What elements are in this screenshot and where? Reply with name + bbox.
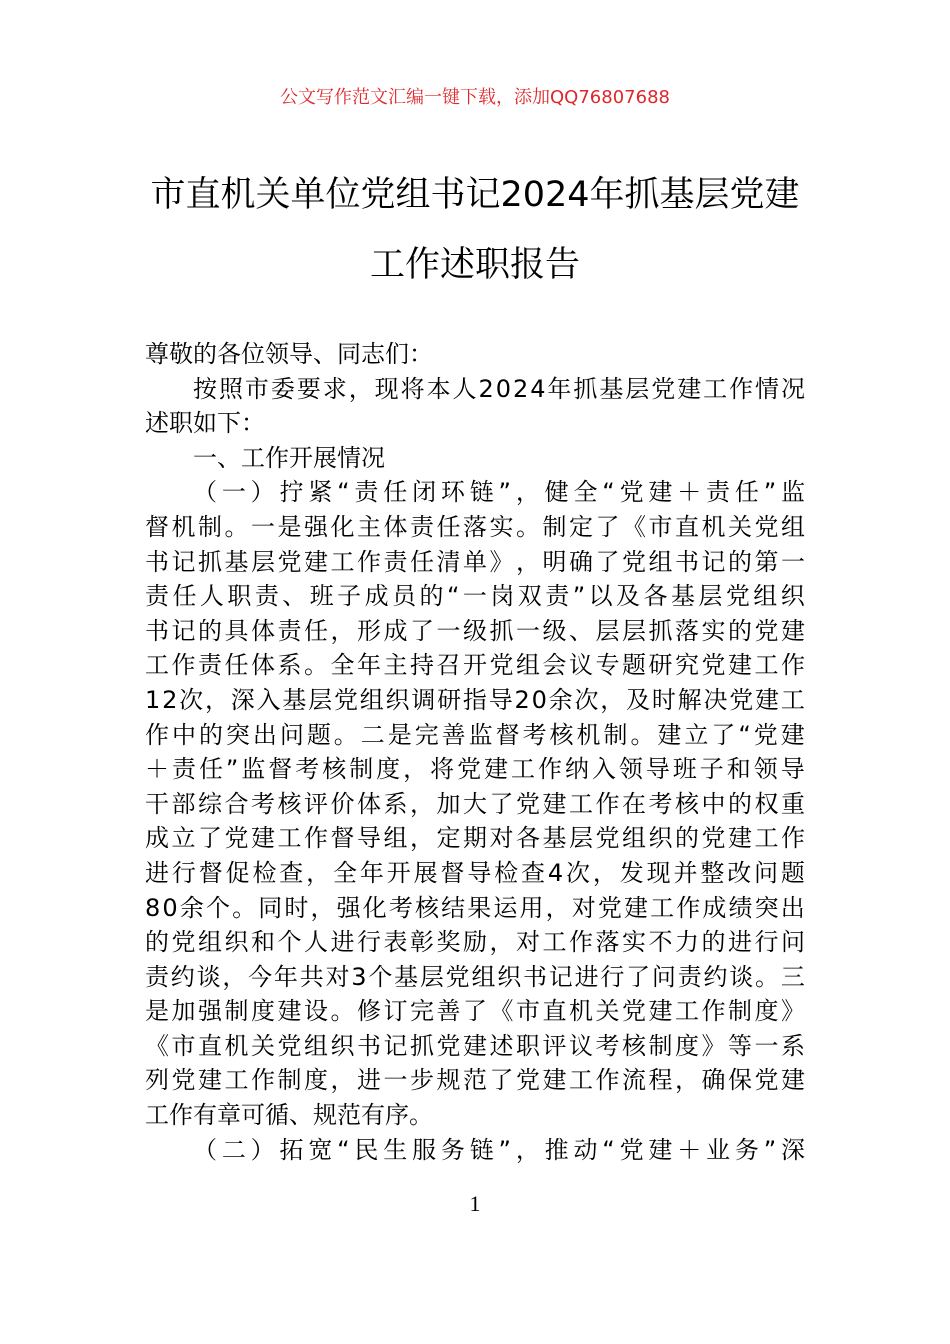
body-line: 尊敬的各位领导、同志们： — [145, 340, 433, 368]
body-line: 责 任 人 职 责 、 班 子 成 员 的 “ 一 岗 双 责 ” 以 及 各 基 层 党 组 织 — [145, 582, 805, 611]
body-line: 一、工作开展情况 — [193, 443, 385, 472]
body-line: 干 部 综 合 考 核 评 价 体 系 ， 加 大 了 党 建 工 作 在 考 核 中 的 权 重 — [145, 789, 805, 818]
body-line: ＋ 责 任 ” 监 督 考 核 制 度 ， 将 党 建 工 作 纳 入 领 导 班 子 和 领 导 — [145, 755, 805, 784]
promo-header-note: 公文写作范文汇编一键下载，添加QQ76807688 — [280, 87, 670, 108]
body-line: 按 照 市 委 要 求 ， 现 将 本 人 2 0 2 4 年 抓 基 层 党 建 工 作 情 况 — [193, 374, 805, 403]
body-line: 进 行 督 促 检 查 ， 全 年 开 展 督 导 检 查 4 次 ， 发 现 并 整 改 问 题 — [145, 858, 805, 887]
document-title-line-2: 工作述职报告 — [369, 245, 580, 285]
body-line: 《 市 直 机 关 党 组 织 书 记 抓 党 建 述 职 评 议 考 核 制 度 》 等 一 系 — [145, 1031, 805, 1060]
body-line: （ 二 ） 拓 宽 “ 民 生 服 务 链 ” ， 推 动 “ 党 建 ＋ 业 务 ” 深 — [193, 1135, 805, 1164]
body-line: 工作有章可循、规范有序。 — [145, 1101, 433, 1130]
body-line: 述职如下： — [145, 409, 265, 438]
body-line: 列 党 建 工 作 制 度 ， 进 一 步 规 范 了 党 建 工 作 流 程 ， 确 保 党 建 — [145, 1066, 805, 1095]
body-line: 8 0 余 个 。 同 时 ， 强 化 考 核 结 果 运 用 ， 对 党 建 工 作 成 绩 突 出 — [145, 893, 805, 922]
body-line: 的 党 组 织 和 个 人 进 行 表 彰 奖 励 ， 对 工 作 落 实 不 力 的 进 行 问 — [145, 928, 805, 957]
body-line: 书 记 抓 基 层 党 建 工 作 责 任 清 单 》 ， 明 确 了 党 组 书 记 的 第 一 — [145, 547, 805, 576]
body-line: 责 约 谈 ， 今 年 共 对 3 个 基 层 党 组 织 书 记 进 行 了 问 责 约 谈 。 三 — [145, 962, 805, 991]
body-line: 作 中 的 突 出 问 题 。 二 是 完 善 监 督 考 核 机 制 。 建 立 了 “ 党 建 — [145, 720, 805, 749]
body-line: 书 记 的 具 体 责 任 ， 形 成 了 一 级 抓 一 级 、 层 层 抓 落 实 的 党 建 — [145, 616, 805, 645]
body-line: 工 作 责 任 体 系 。 全 年 主 持 召 开 党 组 会 议 专 题 研 究 党 建 工 作 — [145, 651, 805, 680]
document-title-line-1: 市直机关单位党组书记2024年抓基层党建 — [150, 175, 800, 215]
body-line: 督 机 制 。 一 是 强 化 主 体 责 任 落 实 。 制 定 了 《 市 直 机 关 党 组 — [145, 512, 805, 541]
body-line: 成 立 了 党 建 工 作 督 导 组 ， 定 期 对 各 基 层 党 组 织 的 党 建 工 作 — [145, 824, 805, 853]
body-line: 1 2 次 ， 深 入 基 层 党 组 织 调 研 指 导 2 0 余 次 ， 及 时 解 决 党 建 工 — [145, 685, 805, 714]
body-line: （ 一 ） 拧 紧 “ 责 任 闭 环 链 ” ， 健 全 “ 党 建 ＋ 责 任 ” 监 — [193, 478, 805, 507]
body-line: 是 加 强 制 度 建 设 。 修 订 完 善 了 《 市 直 机 关 党 建 工 作 制 度 》 — [145, 997, 805, 1026]
page-number: 1 — [469, 1191, 481, 1216]
document-body — [145, 337, 805, 1167]
